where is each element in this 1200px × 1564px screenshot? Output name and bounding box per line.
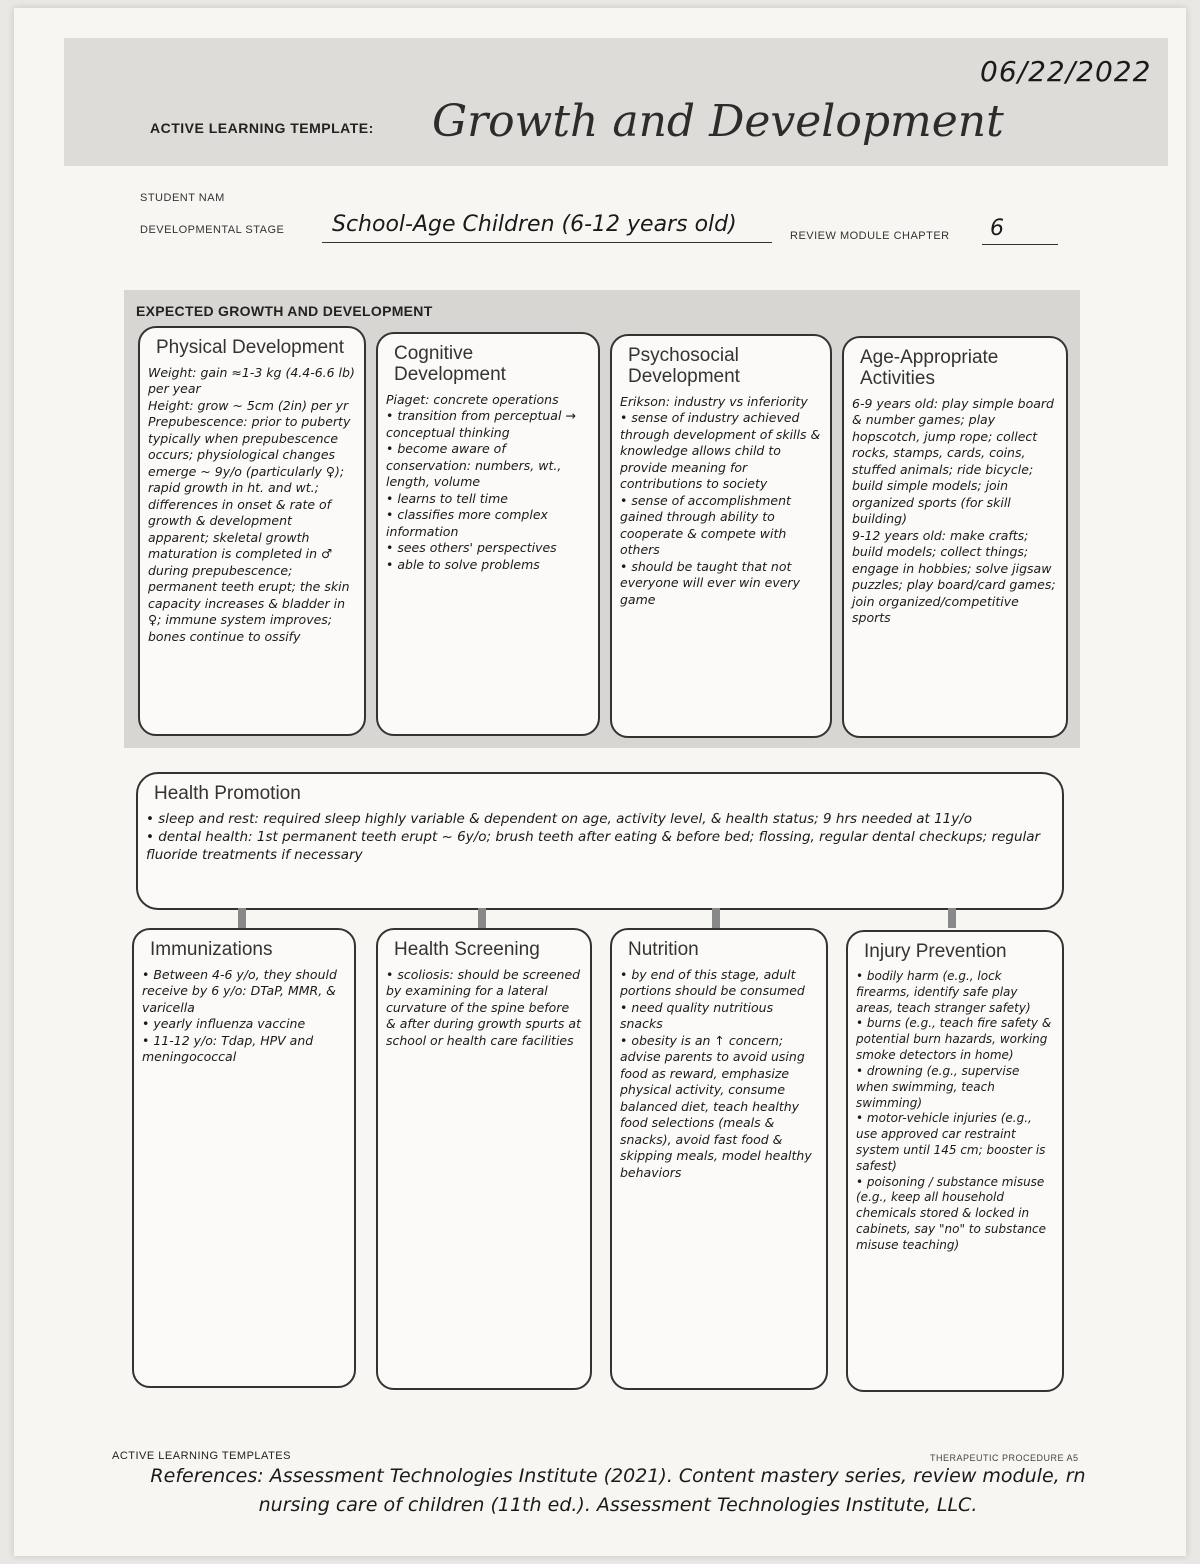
template-title: Growth and Development: [432, 96, 1004, 147]
health-promotion-notes: • sleep and rest: required sleep highly variable & dependent on age, activity level, & health status; 9 hrs needed at 11y/o • dental health: 1st permanent teeth erupt ~ 6y/o; brush teeth after eating & before bed; flossing, regular dental checkups; regular fluoride treatments if necessary: [146, 810, 1041, 863]
student-name-label: STUDENT NAM: [140, 192, 225, 204]
connector-immunizations: [238, 908, 246, 928]
cognitive-development-title: Cognitive Development: [394, 343, 506, 385]
injury-prevention-notes: • bodily harm (e.g., lock firearms, identify safe play areas, teach stranger safety) • burns (e.g., teach fire safety & potential burn hazards, working smoke detectors in home) • drowning (e.g., supervise when swimming, teach swimming) • motor-vehicle injuries (e.g., use approved car restraint system until 145 cm; booster is safest) • poisoning / substance misuse (e.g., keep all household chemicals stored & locked in cabinets, say "no" to substance misuse teaching): [856, 968, 1052, 1252]
immunizations-title: Immunizations: [150, 939, 273, 960]
nutrition-notes: • by end of this stage, adult portions should be consumed • need quality nutritious snacks • obesity is an ↑ concern; advise parents to avoid using food as reward, emphasize physical activity, consume balanced diet, teach healthy food selections (meals & snacks), avoid fast food & skipping meals, model healthy behaviors: [620, 966, 812, 1180]
footer-page-label: THERAPEUTIC PROCEDURE A5: [930, 1453, 1079, 1463]
injury-prevention-title: Injury Prevention: [864, 941, 1007, 962]
immunizations-box: [132, 928, 356, 1388]
physical-development-title: Physical Development: [156, 337, 344, 358]
nutrition-title: Nutrition: [628, 939, 699, 960]
connector-injury: [948, 908, 956, 928]
psychosocial-development-notes: Erikson: industry vs inferiority • sense of industry achieved through development of skills & knowledge allows child to provide meaning for contributions to society • sense of accomplishment gained through ability to cooperate & compete with others • should be taught that not everyone will ever win every game: [620, 393, 821, 607]
physical-development-box: [138, 326, 366, 736]
connector-screening: [478, 908, 486, 928]
age-appropriate-activities-box: [842, 336, 1068, 738]
chapter-underline: [982, 244, 1058, 245]
age-appropriate-activities-title: Age-Appropriate Activities: [860, 347, 999, 389]
health-promotion-title: Health Promotion: [154, 783, 301, 804]
stage-value: School-Age Children (6-12 years old): [332, 212, 737, 237]
cognitive-development-notes: Piaget: concrete operations • transition from perceptual → conceptual thinking • become aware of conservation: numbers, wt., length, volume • learns to tell time • classifies more complex information • sees others' perspectives • able to solve problems: [386, 391, 576, 572]
health-screening-title: Health Screening: [394, 939, 540, 960]
physical-development-notes: Weight: gain ≈1-3 kg (4.4-6.6 lb) per year Height: grow ~ 5cm (2in) per yr Prepubescence: prior to puberty typically when prepubescence occurs; physiological changes emerge ~ 9y/o (particularly ♀); rapid growth in ht. and wt.; differences in onset & rate of growth & development apparent; skeletal growth maturation is completed in ♂ during prepubescence; permanent teeth erupt; the skin capacity increases & bladder in ♀; immune system improves; bones continue to ossify: [148, 364, 355, 644]
template-label: ACTIVE LEARNING TEMPLATE:: [150, 120, 374, 136]
nutrition-box: [610, 928, 828, 1390]
health-promotion-box: [136, 772, 1064, 910]
health-screening-box: [376, 928, 592, 1390]
connector-nutrition: [712, 908, 720, 928]
health-screening-notes: • scoliosis: should be screened by examining for a lateral curvature of the spine before & after during growth spurts at school or health care facilities: [386, 966, 581, 1048]
references-text: References: Assessment Technologies Institute (2021). Content mastery series, review module, rn nursing care of children (11th ed.). Assessment Technologies Institute, LLC.: [150, 1465, 1086, 1516]
injury-prevention-box: [846, 930, 1064, 1392]
psychosocial-development-title: Psychosocial Development: [628, 345, 740, 387]
age-appropriate-activities-notes: 6-9 years old: play simple board & number games; play hopscotch, jump rope; collect rocks, stamps, cards, coins, stuffed animals; ride bicycle; build simple models; join organized sports (for skill building) 9-12 years old: make crafts; build models; collect things; engage in hobbies; solve jigsaw puzzles; play board/card games; join organized/competitive sports: [852, 395, 1056, 626]
psychosocial-development-box: [610, 334, 832, 738]
chapter-label: REVIEW MODULE CHAPTER: [790, 230, 950, 242]
cognitive-development-box: [376, 332, 600, 736]
stage-label: DEVELOPMENTAL STAGE: [140, 224, 285, 236]
date-text: 06/22/2022: [980, 55, 1152, 88]
footer-template-label: ACTIVE LEARNING TEMPLATES: [112, 1450, 291, 1462]
stage-underline: [322, 242, 772, 243]
immunizations-notes: • Between 4-6 y/o, they should receive by 6 y/o: DTaP, MMR, & varicella • yearly influenza vaccine • 11-12 y/o: Tdap, HPV and meningococcal: [142, 966, 337, 1065]
expected-section-title: EXPECTED GROWTH AND DEVELOPMENT: [136, 303, 433, 319]
chapter-value: 6: [990, 216, 1004, 241]
